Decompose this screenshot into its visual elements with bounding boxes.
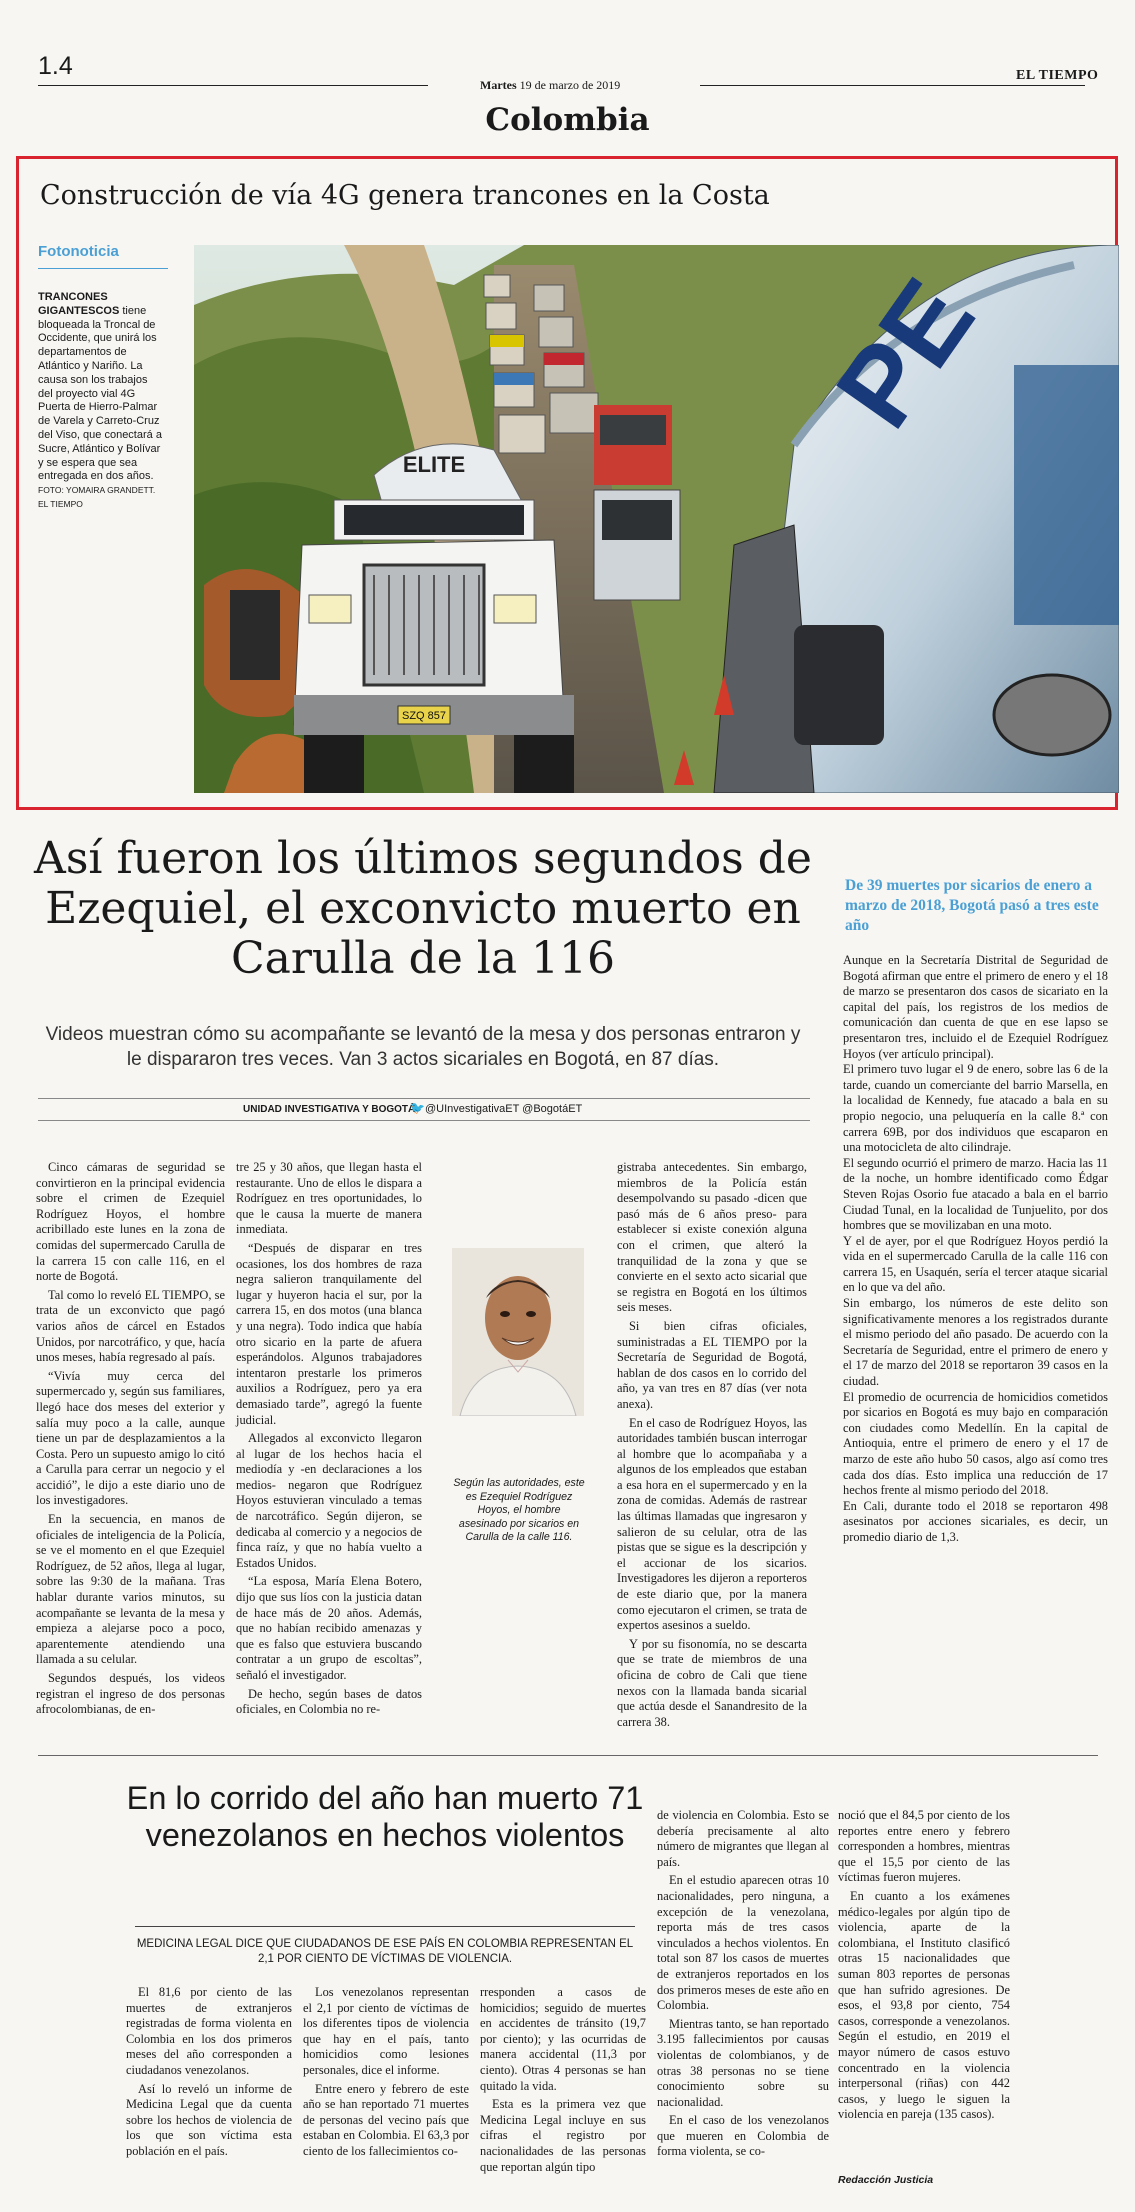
- paragraph: “La esposa, María Elena Botero, dijo que sus líos con la justicia datan de hace más de 20 años. Además, que no habían recibido amenazas y que es falso que estuviera buscando contratar a un grupo de escoltas”, señaló el investigador.: [236, 1574, 422, 1682]
- photo-label-rule: [38, 268, 168, 269]
- paragraph: El primero tuvo lugar el 9 de enero, sobre las 6 de la tarde, cuando un comerciante del barrio Marsella, en la localidad de Kennedy, fue atacado a bala en su propio negocio, una peluquería en la calle 8.ª con carrera 69B, por dos individuos que escaparon en una motocicleta de alto cilindraje.: [843, 1062, 1108, 1155]
- paragraph: Cinco cámaras de seguridad se convirtieron en la principal evidencia sobre el crimen de Ezequiel Rodríguez Hoyos, el hombre acribillado este lunes en la zona de comidas del supermercado Carulla de la carrera 15 con calle 116, en el norte de Bogotá.: [36, 1160, 225, 1284]
- paragraph: de violencia en Colombia. Esto se debería precisamente al alto número de migrantes que llegan al país.: [657, 1808, 829, 1869]
- sidebar-title: De 39 muertes por sicarios de enero a marzo de 2018, Bogotá pasó a tres este año: [845, 877, 1099, 934]
- article-signature: Redacción Justicia: [838, 2174, 934, 2186]
- victim-portrait: [452, 1248, 584, 1416]
- photo-credit: FOTO: YOMAIRA GRANDETT. EL TIEMPO: [38, 485, 156, 509]
- brand-name: EL TIEMPO: [1016, 68, 1099, 83]
- truck-traffic-photo: [194, 245, 1119, 793]
- paragraph: Los venezolanos representan el 2,1 por ciento de víctimas de los diferentes tipos de violencia que hay en el país, tanto homicidios como lesiones personales, dice el informe.: [303, 1985, 469, 2077]
- truck-plate: SZQ 857: [401, 710, 447, 722]
- main-lead: Videos muestran cómo su acompañante se levantó de la mesa y dos personas entraron y le dispararon tres veces. Van 3 actos sicariales en Bogotá, en 87 días.: [45, 1024, 801, 1070]
- paragraph: Si bien cifras oficiales, suministradas a EL TIEMPO por la Secretaría de Seguridad de Bogotá, hablan de dos casos en lo corrido del año, ya van tres en 87 días (ver nota anexa).: [617, 1318, 807, 1411]
- paragraph: El segundo ocurrió el primero de marzo. Hacia las 11 de la noche, un hombre identificado como Édgar Steven Rojas Osorio fue atacado a bala en el barrio Ciudad Tunal, en la localidad de Tunjuelito, por dos hombres que se movilizaban en una moto.: [843, 1155, 1108, 1233]
- date-day: Martes: [480, 78, 517, 92]
- paragraph: noció que el 84,5 por ciento de los reportes entre enero y febrero corresponden a hombres, mientras que el 15,5 por ciento de las víctimas fueron mujeres.: [838, 1808, 1010, 1885]
- main-headline: Así fueron los últimos segundos de Ezequiel, el exconvicto muerto en Carulla de la 116: [34, 833, 812, 984]
- paragraph: “Después de disparar en tres ocasiones, los dos hombres de raza negra salieron tranquilamente del lugar y huyeron hacia el sur, por la carrera 15, en dos motos (una blanca y una negra). Todo indica que había otro sicario en la parte de afuera esperándolos. Algunos trabajadores intentaron prestarle los primeros auxilios a Rodríguez, pero ya era demasiado tarde”, agregó la fuente judicial.: [236, 1240, 422, 1427]
- bottom-headline: En lo corrido del año han muerto 71 venezolanos en hechos violentos: [126, 1780, 644, 1853]
- photo-caption-lead: TRANCONES GIGANTESCOS: [38, 291, 120, 317]
- paragraph: rresponden a casos de homicidios; seguido de muertes en accidentes de tránsito (19,7 por ciento); y las ocurridas de manera accidental (11,3 por ciento). Otras 4 personas se han quitado la vida.: [480, 1985, 646, 2093]
- paragraph: En el caso de Rodríguez Hoyos, las autoridades también buscan interrogar al hombre que lo acompañaba y a algunos de los empleados que estaban a esa hora en el supermercado y en la zona de comidas. Además de rastrear las últimas llamadas que ingresaron y salieron de su celular, otra de las pistas que se sigue es la descripción y el accionar de los sicarios. Investigadores les dijeron a reporteros de este diario que, por la manera como ejecutaron el crimen, se trata de expertos asesinos a sueldo.: [617, 1415, 807, 1633]
- photo-news-title: Construcción de vía 4G genera trancones en la Costa: [40, 180, 770, 211]
- twitter-icon: 🐦: [410, 1101, 425, 1115]
- paragraph: Tal como lo reveló EL TIEMPO, se trata de un exconvicto que pagó varios años de cárcel en Estados Unidos, por narcotráfico, y que, hacía unos meses, había regresado al país.: [36, 1287, 225, 1365]
- paragraph: Y por su fisonomía, no se descarta que se trate de miembros de una oficina de cobro de Cali que tiene nexos con la llamada banda sicarial que actúa desde el Sanandresito de la carrera 38.: [617, 1636, 807, 1729]
- paragraph: En cuanto a los exámenes médico-legales por algún tipo de violencia, aparte de la colombiana, el Instituto clasificó otras 15 nacionalidades que suman 803 reportes de personas que han sufrido agresiones. De esos, el 93,8 por ciento, 754 casos, corresponde a venezolanos. Según el estudio, en 2019 el mayor número de casos estuvo concentrado en la violencia interpersonal (riñas) con 442 casos, y luego le siguen la violencia en pareja (135 casos).: [838, 1888, 1010, 2122]
- bottom-lead: MEDICINA LEGAL DICE QUE CIUDADANOS DE ESE PAÍS EN COLOMBIA REPRESENTAN EL 2,1 POR CIENTO DE VÍCTIMAS DE VIOLENCIA.: [136, 1938, 634, 1965]
- paragraph: Así lo reveló un informe de Medicina Legal que da cuenta sobre los hechos de violencia de los que son víctima esta población en el país.: [126, 2081, 292, 2158]
- paragraph: Esta es la primera vez que Medicina Legal incluye en sus cifras el registro por nacionalidades de las personas que reportan algún tipo: [480, 2097, 646, 2174]
- sidebar-body: [843, 953, 1108, 1546]
- paragraph: Allegados al exconvicto llegaron al lugar de los hechos hacia el mediodía y -en declaraciones a los medios- negaron que Rodríguez Hoyos estuvieran vinculado a temas de narcotráfico. Según dijeron, se dedicaba al comercio y a negocios de finca raíz, y que no había vuelto a Estados Unidos.: [236, 1431, 422, 1570]
- paragraph: El promedio de ocurrencia de homicidios cometidos por sicarios en Bogotá es muy bajo en comparación con ciudades como Medellín. En la capital de Antioquia, entre el primero de enero y el 17 de marzo de este año hubo 50 casos, algo así como tres cada dos días. Esto implica una reducción de 17 hechos frente al mismo periodo del 2018.: [843, 1389, 1108, 1498]
- paragraph: En Cali, durante todo el 2018 se reportaron 498 asesinatos por acciones sicariales, es decir, un promedio diario de 1,3.: [843, 1498, 1108, 1544]
- byline-twitter: @UInvestigativaET @BogotáET: [425, 1103, 583, 1115]
- paragraph: tre 25 y 30 años, que llegan hasta el restaurante. Uno de ellos le dispara a Rodríguez en tres oportunidades, lo que le causa la muerte de manera inmediata.: [236, 1160, 422, 1237]
- paragraph: “Vivía muy cerca del supermercado y, según sus familiares, llegó hace dos meses del exterior y salía muy poco a la calle, aunque tiene un par de desplazamientos a la Costa. Pero un supuesto amigo lo citó a Carulla para cerrar un negocio y el accidió”, le dijo a este diario uno de los investigadores.: [36, 1368, 225, 1508]
- main-column-3: [617, 1160, 807, 1733]
- main-column-2: [236, 1160, 422, 1721]
- paragraph: En el estudio aparecen otras 10 nacionalidades, pero ninguna, a excepción de la venezolana, reporta más de tres casos vinculados a hechos violentos. En total son 87 los casos de muertes de extranjeros reportados en los dos primeros meses de este año en Colombia.: [657, 1873, 829, 2013]
- page-number: 1.4: [38, 52, 73, 80]
- bottom-column-5: [838, 1808, 1010, 2126]
- bottom-lead-rule: [135, 1926, 635, 1927]
- portrait-caption: Según las autoridades, este es Ezequiel Rodríguez Hoyos, el hombre asesinado por sicarios en Carulla de la calle 116.: [453, 1477, 585, 1544]
- svg-text:PE: PE: [812, 258, 998, 449]
- paragraph: De hecho, según bases de datos oficiales, en Colombia no re-: [236, 1686, 422, 1717]
- main-column-1: [36, 1160, 225, 1721]
- paragraph: Y el de ayer, por el que Rodríguez Hoyos perdió la vida en el supermercado Carulla de la calle 116 con carrera 15, en Usaquén, sería el tercer ataque sicarial en lo que va del año.: [843, 1233, 1108, 1295]
- section-title: Colombia: [485, 102, 650, 138]
- paragraph: Aunque en la Secretaría Distrital de Seguridad de Bogotá afirman que entre el primero de enero y el 18 de marzo se presentaron dos casos de sicariato en la capital del país, los registros de los medios de comunicación dan cuenta de que en ese lapso se presentaron tres, incluido el de Ezequiel Rodríguez Hoyos (ver artículo principal).: [843, 953, 1108, 1061]
- photo-caption: [38, 291, 163, 512]
- header-rule-right: [700, 85, 1085, 86]
- header-rule-left: [38, 85, 428, 86]
- bottom-column-4: [657, 1808, 829, 2163]
- photo-caption-text: tiene bloqueada la Troncal de Occidente, que unirá los departamentos de Atlántico y Nariño. La causa son los trabajos del proyecto vial 4G Puerta de Hierro-Palmar de Varela y Carreto-Cruz del Viso, que conectará a Sucre, Atlántico y Bolívar y se espera que sea entregada en dos años.: [38, 304, 162, 483]
- paragraph: En el caso de los venezolanos que mueren en Colombia de forma violenta, se co-: [657, 2113, 829, 2159]
- paragraph: El 81,6 por ciento de las muertes de extranjeros registradas de forma violenta en Colombia en los dos primeros meses del año corresponden a ciudadanos venezolanos.: [126, 1985, 292, 2077]
- byline-rule-bottom: [38, 1120, 810, 1121]
- date-rest: 19 de marzo de 2019: [519, 78, 621, 92]
- bottom-column-1: [126, 1985, 292, 2163]
- paragraph: Entre enero y febrero de este año se han reportado 71 muertes de personas del vecino país que estaban en Colombia. El 63,3 por ciento de los fallecimientos co-: [303, 2081, 469, 2158]
- section-separator: [38, 1755, 1098, 1756]
- paragraph: Sin embargo, los números de este delito son significativamente menores a los registrados durante el mismo periodo del año pasado. De acuerdo con la Secretaría de Seguridad, entre el primero de enero y el 17 de marzo del 2018 se reportaron 39 casos en la ciudad.: [843, 1296, 1108, 1389]
- paragraph: gistraba antecedentes. Sin embargo, miembros de la Policía están desempolvando su pasado -dicen que pasó más de 6 años preso- para establecer si existe conexión alguna con el crimen, que alteró la tranquilidad de la zona y que se convierte en el sexto acto sicarial que se registra en Bogotá en los últimos seis meses.: [617, 1160, 807, 1315]
- truck-sign: ELITE: [402, 452, 466, 477]
- bottom-column-3: [480, 1985, 646, 2178]
- paragraph: Segundos después, los videos registran el ingreso de dos personas afrocolombianas, de en-: [36, 1671, 225, 1717]
- edition-date: [480, 78, 620, 93]
- paragraph: Mientras tanto, se han reportado 3.195 fallecimientos por causas violentas de colombianos, y de otras 38 personas no se tiene conocimiento sobre su nacionalidad.: [657, 2016, 829, 2109]
- paragraph: En la secuencia, en manos de oficiales de inteligencia de la Policía, se ve el momento en el que Ezequiel Rodríguez, de 52 años, llega al lugar, sobre las 9:30 de la mañana. Tras hablar durante varios minutos, su acompañante se levanta de la mesa y empieza a alejarse poco a poco, aparentemente atendiendo una llamada a su celular.: [36, 1512, 225, 1667]
- photo-news-label: Fotonoticia: [38, 243, 119, 260]
- byline: UNIDAD INVESTIGATIVA Y BOGOTÁ: [243, 1104, 416, 1115]
- byline-rule-top: [38, 1098, 810, 1099]
- bottom-column-2: [303, 1985, 469, 2163]
